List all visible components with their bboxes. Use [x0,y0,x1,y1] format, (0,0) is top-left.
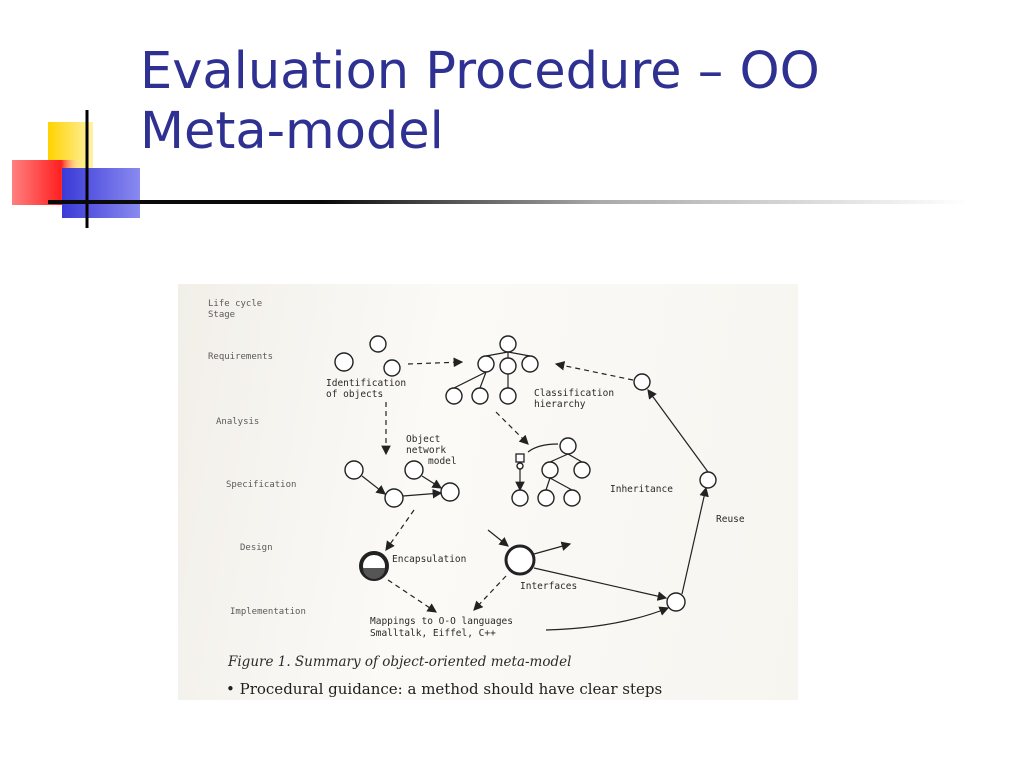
object-node [384,360,400,376]
procedural-guidance-text: • Procedural guidance: a method should have clear steps [226,680,663,698]
mappings-label-1: Mappings to O-O languages [370,616,513,627]
lifecycle-header-line2: Stage [208,310,236,320]
stage-requirements: Requirements [208,352,274,362]
stage-specification: Specification [226,480,297,490]
identification-label-2: of objects [326,389,384,400]
object-node [335,353,353,371]
stage-implementation: Implementation [230,607,306,617]
object-network-label-1: Object [406,434,441,445]
figure-caption: Figure 1. Summary of object-oriented meta-model [228,654,572,670]
classification-label-1: Classification [534,388,615,399]
title-divider [48,200,968,204]
object-network-label-3: model [428,456,457,467]
identification-label-1: Identification [326,378,407,389]
stage-analysis: Analysis [216,417,260,427]
oo-meta-model-diagram [178,284,798,700]
slide-title [140,42,1000,162]
object-node [370,336,386,352]
corner-decoration [0,110,140,230]
inheritance-label: Inheritance [610,484,673,495]
object-network-label-2: network [406,445,447,456]
mappings-label-2: Smalltalk, Eiffel, C++ [370,628,496,639]
classification-label-2: hierarchy [534,399,586,410]
interfaces-label: Interfaces [520,581,578,592]
lifecycle-header-line1: Life cycle [208,299,263,309]
stage-design: Design [240,543,273,553]
scanned-figure [178,284,798,700]
title-line-1: Evaluation Procedure – OO [140,42,820,101]
encapsulation-label: Encapsulation [392,554,467,565]
title-line-2: Meta-model [140,102,444,161]
reuse-label: Reuse [716,514,745,525]
